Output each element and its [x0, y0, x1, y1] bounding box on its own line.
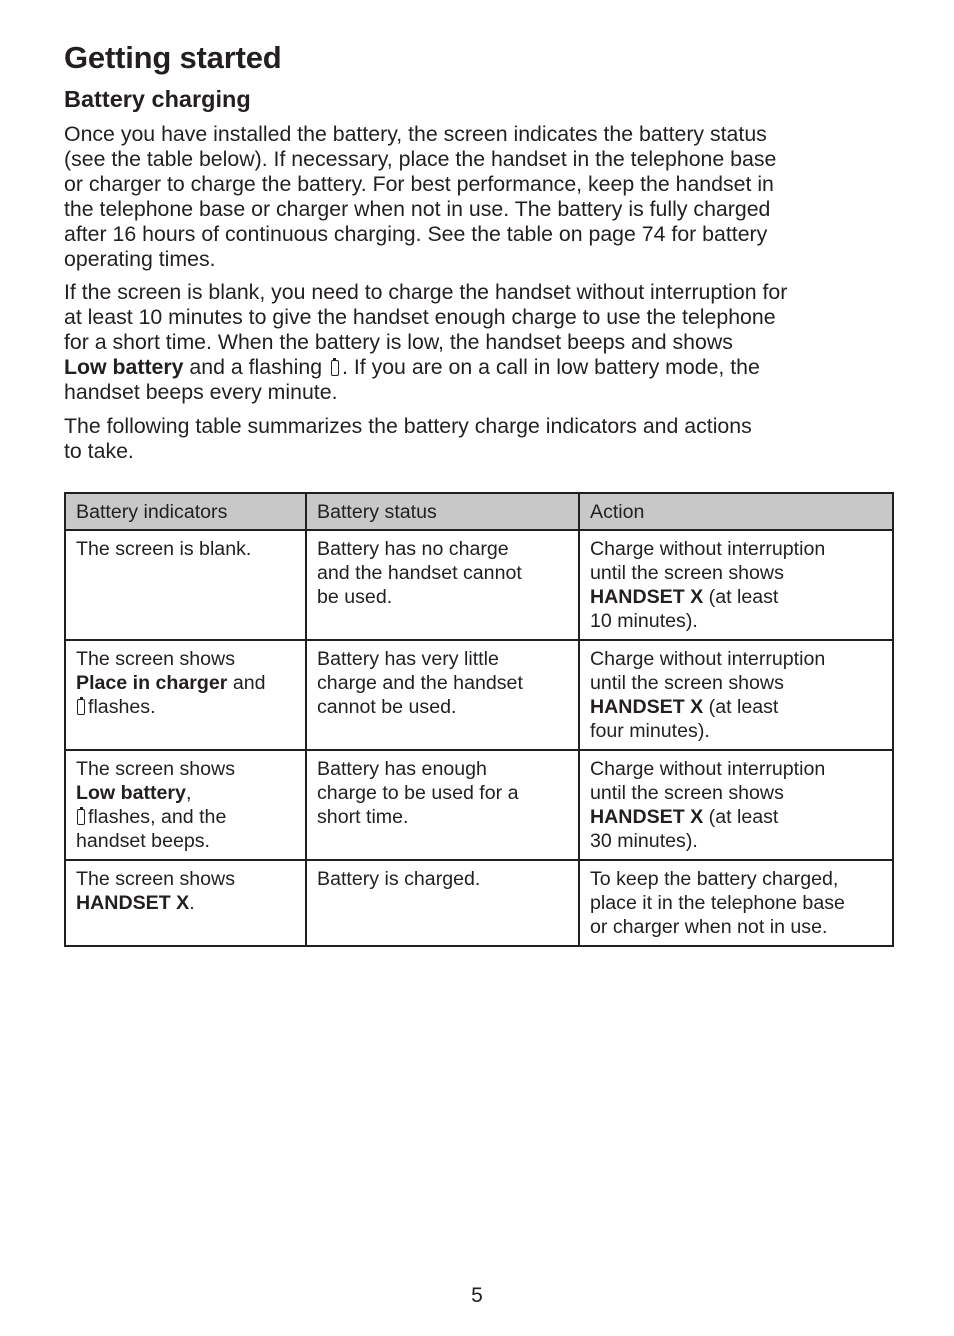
cell-line: Battery has enough	[317, 758, 487, 780]
text-line: to take.	[64, 439, 134, 463]
cell-line: until the screen shows	[590, 672, 784, 694]
low-battery-label: Low battery	[76, 782, 186, 804]
cell-line: until the screen shows	[590, 562, 784, 584]
battery-outline-icon	[77, 699, 85, 715]
header-battery-status: Battery status	[306, 493, 579, 530]
cell-line	[590, 805, 882, 829]
cell-line: Battery is charged.	[317, 868, 481, 890]
cell-line: four minutes).	[590, 720, 710, 742]
blank-screen-paragraph	[64, 280, 787, 405]
text-fragment: flashes.	[88, 696, 156, 718]
cell-line: 30 minutes).	[590, 830, 698, 852]
header-battery-indicators: Battery indicators	[65, 493, 306, 530]
cell-line: charge and the handset	[317, 672, 523, 694]
text-fragment: flashes, and the	[88, 806, 227, 828]
text-fragment: . If you are on a call in low battery mode, the	[341, 355, 760, 379]
text-line: If the screen is blank, you need to charge the handset without interruption for	[64, 280, 788, 304]
text-line: at least 10 minutes to give the handset enough charge to use the telephone	[64, 305, 776, 329]
status-cell	[306, 750, 579, 860]
cell-line: Battery has very little	[317, 648, 499, 670]
text-fragment: and	[227, 672, 266, 694]
cell-line: cannot be used.	[317, 696, 457, 718]
subsection-title: Battery charging	[64, 86, 251, 112]
cell-line	[76, 671, 295, 695]
status-cell	[306, 640, 579, 750]
cell-line: The screen shows	[76, 648, 235, 670]
indicator-cell	[65, 640, 306, 750]
battery-outline-icon	[331, 360, 339, 376]
cell-line: place it in the telephone base	[590, 892, 845, 914]
cell-line: be used.	[317, 586, 393, 608]
cell-line: Charge without interruption	[590, 758, 826, 780]
text-fragment: and a flashing	[183, 355, 323, 379]
cell-line: and the handset cannot	[317, 562, 522, 584]
cell-line: or charger when not in use.	[590, 916, 828, 938]
handset-x-label: HANDSET X	[590, 586, 704, 608]
header-action: Action	[579, 493, 893, 530]
text-fragment: ,	[185, 782, 192, 804]
battery-indicator-table	[64, 492, 894, 947]
text-fragment: (at least	[703, 586, 779, 608]
cell-line: handset beeps.	[76, 830, 210, 852]
text-fragment: (at least	[703, 806, 779, 828]
text-line: (see the table below). If necessary, place the handset in the telephone base	[64, 147, 777, 171]
intro-paragraph	[64, 122, 776, 272]
table-intro-paragraph	[64, 414, 752, 464]
low-battery-label: Low battery	[64, 355, 184, 379]
cell-line	[590, 585, 882, 609]
cell-line	[76, 805, 295, 829]
table-row	[65, 640, 893, 750]
cell-line: charge to be used for a	[317, 782, 519, 804]
cell-line	[76, 891, 295, 915]
text-line: operating times.	[64, 247, 216, 271]
cell-line: Charge without interruption	[590, 648, 826, 670]
table-row	[65, 860, 893, 946]
section-title: Getting started	[64, 40, 282, 75]
handset-x-label: HANDSET X	[590, 806, 704, 828]
text-fragment: .	[189, 892, 195, 914]
cell-line	[76, 781, 295, 805]
cell-line: To keep the battery charged,	[590, 868, 839, 890]
text-line: the telephone base or charger when not in use. The battery is fully charged	[64, 197, 771, 221]
page-number: 5	[471, 1284, 483, 1307]
handset-x-label: HANDSET X	[76, 892, 190, 914]
cell-line: 10 minutes).	[590, 610, 698, 632]
action-cell	[579, 530, 893, 640]
cell-line: Charge without interruption	[590, 538, 826, 560]
table-row	[65, 530, 893, 640]
indicator-cell	[65, 750, 306, 860]
cell-line: Battery has no charge	[317, 538, 509, 560]
text-line: after 16 hours of continuous charging. See the table on page 74 for battery	[64, 222, 768, 246]
cell-line: The screen shows	[76, 758, 235, 780]
action-cell	[579, 860, 893, 946]
place-in-charger-label: Place in charger	[76, 672, 228, 694]
cell-line: The screen shows	[76, 868, 235, 890]
cell-line: The screen is blank.	[76, 538, 252, 560]
action-cell	[579, 750, 893, 860]
action-cell	[579, 640, 893, 750]
text-line: for a short time. When the battery is low, the handset beeps and shows	[64, 330, 733, 354]
status-cell	[306, 530, 579, 640]
text-fragment: (at least	[703, 696, 779, 718]
handset-x-label: HANDSET X	[590, 696, 704, 718]
indicator-cell	[65, 860, 306, 946]
text-line: handset beeps every minute.	[64, 380, 338, 404]
cell-line	[590, 695, 882, 719]
text-line: or charger to charge the battery. For best performance, keep the handset in	[64, 172, 774, 196]
table-header-row	[65, 493, 893, 530]
cell-line	[76, 695, 295, 719]
battery-outline-icon	[77, 809, 85, 825]
text-line: Once you have installed the battery, the screen indicates the battery status	[64, 122, 767, 146]
status-cell	[306, 860, 579, 946]
indicator-cell	[65, 530, 306, 640]
text-line: The following table summarizes the battery charge indicators and actions	[64, 414, 752, 438]
table-row	[65, 750, 893, 860]
text-line	[64, 355, 787, 380]
cell-line: until the screen shows	[590, 782, 784, 804]
cell-line: short time.	[317, 806, 409, 828]
